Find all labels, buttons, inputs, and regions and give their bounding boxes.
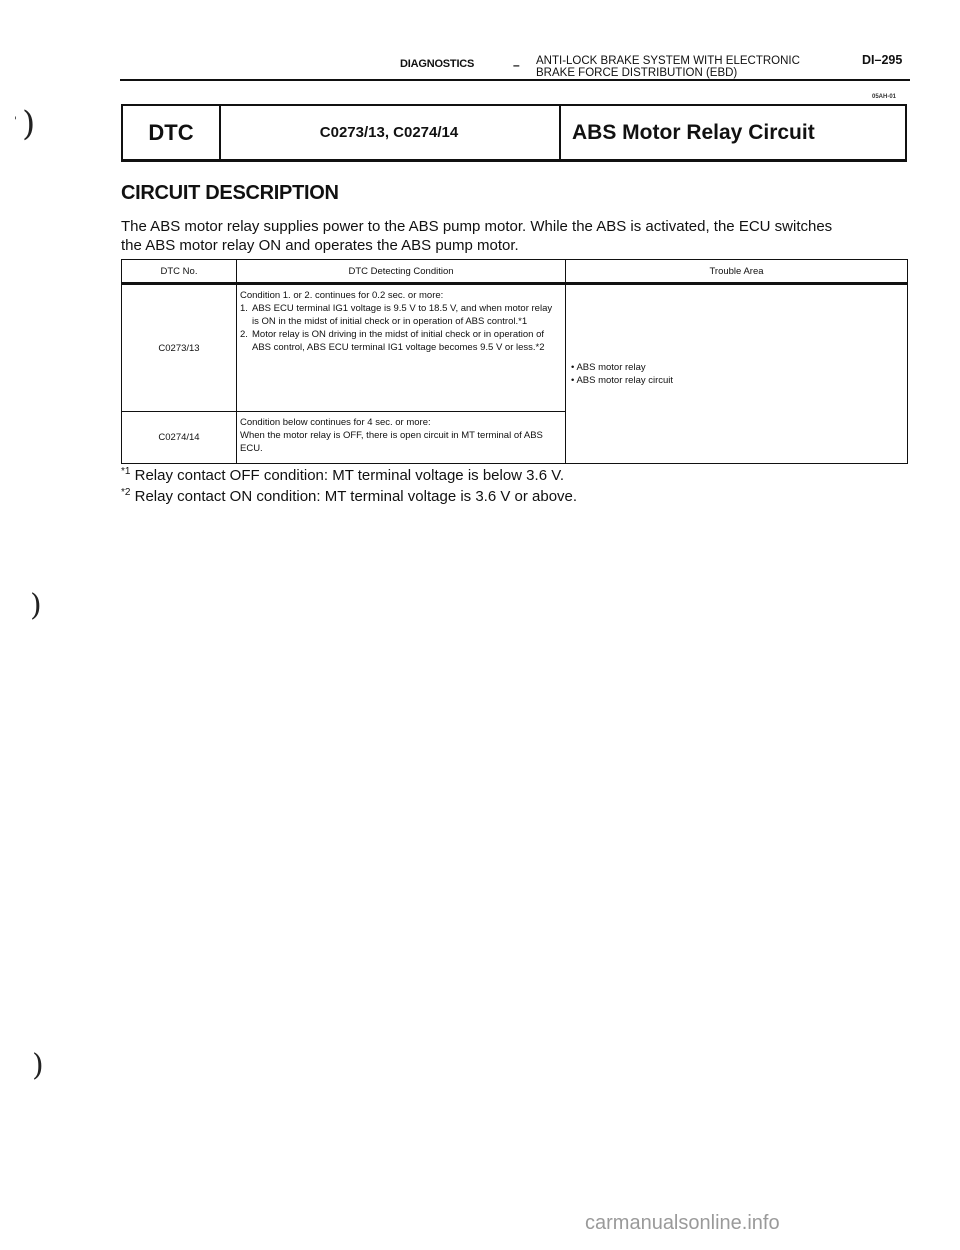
- column-header-dtc-no: DTC No.: [122, 260, 237, 284]
- header-title-line1: ANTI-LOCK BRAKE SYSTEM WITH ELECTRONIC: [536, 55, 800, 67]
- binding-mark: ): [30, 588, 42, 623]
- condition-cell: [237, 412, 566, 464]
- condition-item-number: 1.: [240, 303, 248, 314]
- dtc-code-cell: C0274/14: [122, 412, 237, 464]
- trouble-area-item: • ABS motor relay circuit: [571, 375, 674, 386]
- column-header-trouble-area: Trouble Area: [566, 260, 908, 284]
- column-header-condition: DTC Detecting Condition: [237, 260, 566, 284]
- header-section: DIAGNOSTICS: [400, 58, 475, 70]
- footnote-text: Relay contact OFF condition: MT terminal voltage is below 3.6 V.: [134, 467, 564, 484]
- dtc-banner: [121, 104, 907, 162]
- dtc-code-cell: C0273/13: [122, 284, 237, 412]
- page-number: DI–295: [862, 53, 903, 67]
- trouble-area-cell: [566, 284, 908, 464]
- dtc-label: DTC: [123, 106, 221, 159]
- description-line-1: The ABS motor relay supplies power to the ABS pump motor. While the ABS is activated, the ECU switches: [121, 218, 833, 235]
- header-rule: [120, 79, 910, 81]
- binding-mark: ): [22, 104, 36, 144]
- header-dash: –: [513, 58, 520, 72]
- binding-tick: ': [14, 116, 17, 127]
- condition-text: When the motor relay is OFF, there is open circuit in MT terminal of ABS ECU.: [240, 430, 543, 454]
- table-header-row: [122, 260, 908, 284]
- dtc-title: ABS Motor Relay Circuit: [572, 120, 815, 144]
- condition-item-text: Motor relay is ON driving in the midst of initial check or in operation of ABS control, ABS ECU terminal IG1 voltage becomes 9.5 V or less.*2: [252, 329, 545, 353]
- condition-item-text: ABS ECU terminal IG1 voltage is 9.5 V to 18.5 V, and when motor relay is ON in the midst of initial check or in operation of ABS control.*1: [252, 303, 553, 327]
- dtc-table: [121, 259, 908, 464]
- footnote-1: [121, 466, 564, 484]
- condition-item: [240, 328, 559, 354]
- trouble-area-item: • ABS motor relay: [571, 362, 646, 373]
- watermark: carmanualsonline.info: [585, 1212, 780, 1234]
- binding-mark: ): [32, 1048, 44, 1083]
- footnote-mark: *1: [121, 466, 131, 477]
- condition-cell: [237, 284, 566, 412]
- header-title-line2: BRAKE FORCE DISTRIBUTION (EBD): [536, 67, 738, 79]
- condition-item: [240, 302, 559, 328]
- description-line-2: the ABS motor relay ON and operates the ABS pump motor.: [121, 237, 519, 254]
- table-row: [122, 284, 908, 412]
- footnote-mark: *2: [121, 487, 131, 498]
- footnote-text: Relay contact ON condition: MT terminal voltage is 3.6 V or above.: [134, 488, 578, 505]
- dtc-codes: C0273/13, C0274/14: [219, 106, 561, 159]
- condition-item-number: 2.: [240, 329, 248, 340]
- footnote-2: [121, 487, 577, 505]
- condition-intro: Condition below continues for 4 sec. or more:: [240, 417, 431, 428]
- document-code: 05AH-01: [872, 94, 897, 100]
- section-title: CIRCUIT DESCRIPTION: [121, 182, 339, 204]
- condition-intro: Condition 1. or 2. continues for 0.2 sec. or more:: [240, 290, 444, 301]
